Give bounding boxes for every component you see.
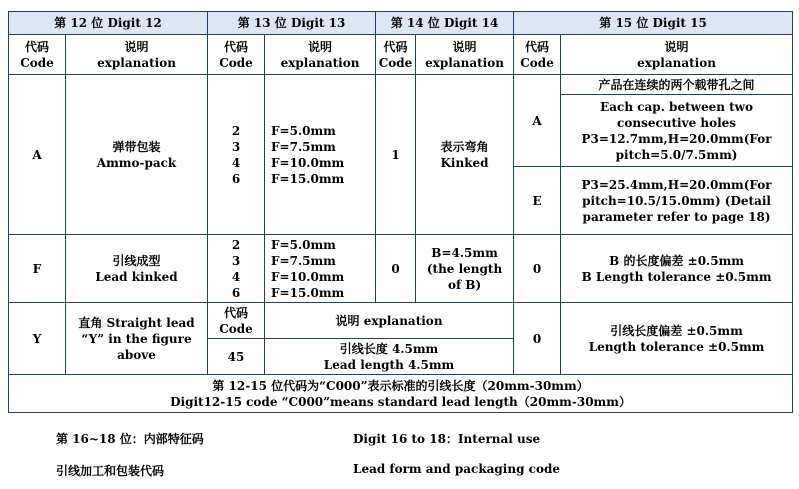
- col-code-header-12: 代码 Code: [9, 35, 66, 75]
- footer-internal-use-cn: 第 16~18 位：内部特征码: [56, 432, 204, 446]
- col-code-header-15: 代码 Code: [514, 35, 561, 75]
- col-expl-header-15: 说明 explanation: [561, 35, 793, 75]
- header-digit-15: 第 15 位 Digit 15: [514, 12, 793, 35]
- row-y-sub-explanation: 引线长度 4.5mm Lead length 4.5mm: [265, 339, 514, 375]
- digit-spec-table: [8, 11, 793, 413]
- header-digit-12: 第 12 位 Digit 12: [9, 12, 208, 35]
- header-digit-13: 第 13 位 Digit 13: [208, 12, 376, 35]
- row-a-d15-title: 产品在连续的两个载带孔之间: [561, 75, 793, 95]
- row-y-sub-code: 45: [208, 339, 265, 375]
- row-f-code: F: [9, 235, 66, 303]
- col-code-header-13: 代码 Code: [208, 35, 265, 75]
- row-a-d15-a-text: Each cap. between two consecutive holes P3=12.7mm,H=20.0mm(For pitch=5.0/7.5mm): [561, 95, 793, 167]
- row-f-d14-code: 0: [376, 235, 416, 303]
- row-a-d15-e-text: P3=25.4mm,H=20.0mm(For pitch=10.5/15.0mm) (Detail parameter refer to page 18): [561, 167, 793, 235]
- row-y-code: Y: [9, 303, 66, 375]
- row-a-explanation: 弹带包装 Ammo-pack: [66, 75, 208, 235]
- footer-internal-use-en: Digit 16 to 18：Internal use: [353, 432, 541, 446]
- row-a-code: A: [9, 75, 66, 235]
- row-f-d15-explanation: B 的长度偏差 ±0.5mm B Length tolerance ±0.5mm: [561, 235, 793, 303]
- row-a-d15-code-a: A: [514, 75, 561, 167]
- row-y-explanation: 直角 Straight lead “Y” in the figure above: [66, 303, 208, 375]
- row-y-sub-explanation-header: 说明 explanation: [265, 303, 514, 339]
- row-a-d13-codes: 2 3 4 6: [208, 75, 265, 235]
- row-f-d13-values: F=5.0mm F=7.5mm F=10.0mm F=15.0mm: [265, 235, 376, 303]
- col-code-header-14: 代码 Code: [376, 35, 416, 75]
- row-f-explanation: 引线成型 Lead kinked: [66, 235, 208, 303]
- col-expl-header-12: 说明 explanation: [66, 35, 208, 75]
- row-a-d15-code-e: E: [514, 167, 561, 235]
- standard-length-note: 第 12-15 位代码为“C000”表示标准的引线长度（20mm-30mm） Digit12-15 code “C000”means standard lead length（20mm-30mm）: [9, 375, 793, 413]
- header-digit-14: 第 14 位 Digit 14: [376, 12, 514, 35]
- row-y-d15-explanation: 引线长度偏差 ±0.5mm Length tolerance ±0.5mm: [561, 303, 793, 375]
- row-a-d13-values: F=5.0mm F=7.5mm F=10.0mm F=15.0mm: [265, 75, 376, 235]
- row-f-d15-code: 0: [514, 235, 561, 303]
- col-expl-header-13: 说明 explanation: [265, 35, 376, 75]
- footer-lead-form-cn: 引线加工和包装代码: [56, 464, 165, 478]
- col-expl-header-14: 说明 explanation: [416, 35, 514, 75]
- row-f-d14-explanation: B=4.5mm (the length of B): [416, 235, 514, 303]
- row-a-d14-code: 1: [376, 75, 416, 235]
- footer-lead-form-en: Lead form and packaging code: [353, 462, 560, 476]
- row-y-d15-code: 0: [514, 303, 561, 375]
- row-a-d14-explanation: 表示弯角 Kinked: [416, 75, 514, 235]
- row-y-sub-code-header: 代码 Code: [208, 303, 265, 339]
- row-f-d13-codes: 2 3 4 6: [208, 235, 265, 303]
